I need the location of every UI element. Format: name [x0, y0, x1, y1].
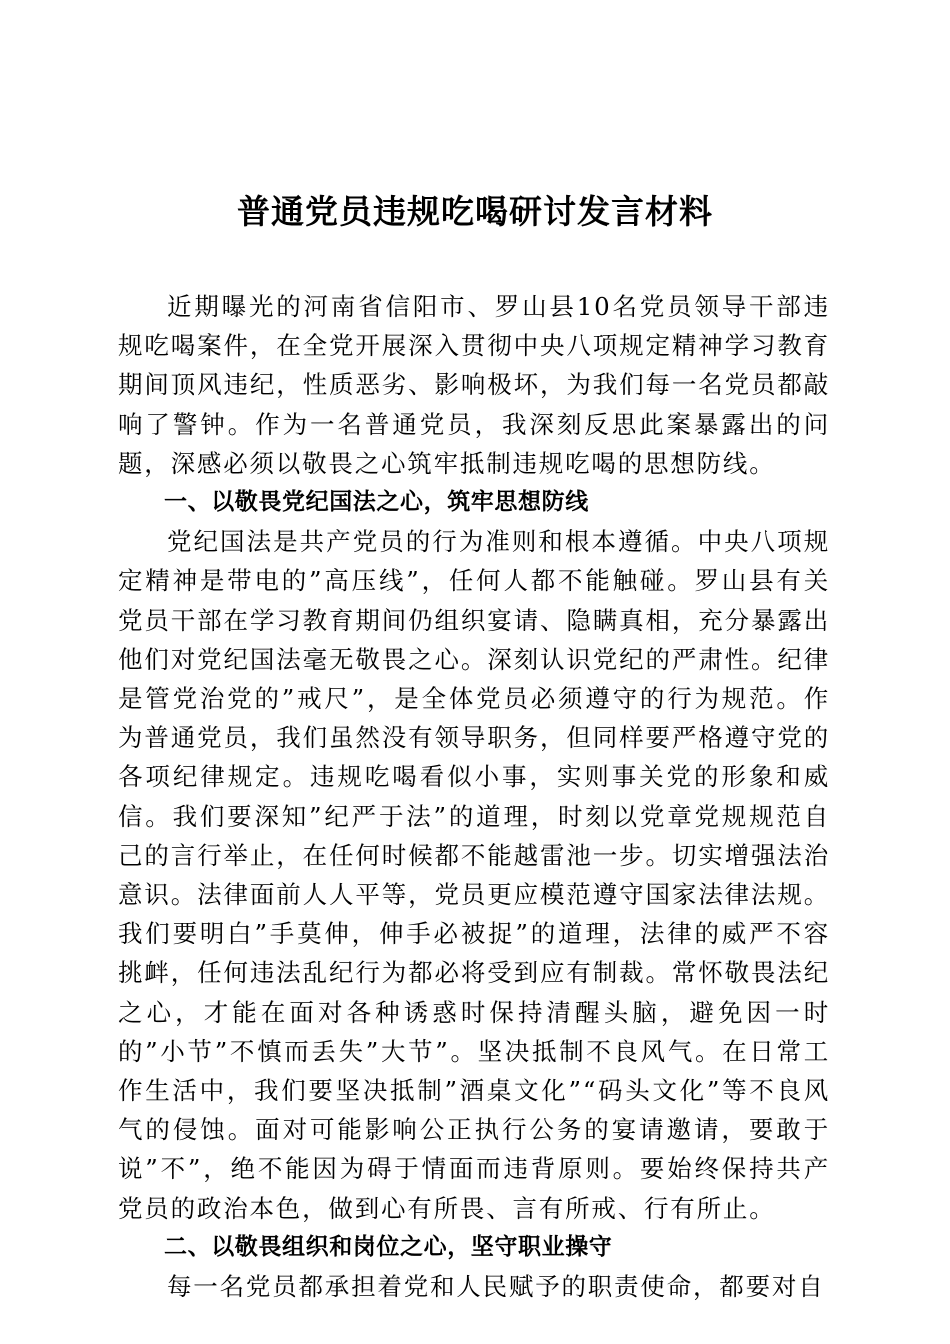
section-2-heading: 二、以敬畏组织和岗位之心，坚守职业操守: [164, 1233, 613, 1260]
section-1-paragraph: 党纪国法是共产党员的行为准则和根本遵循。中央八项规定精神是带电的”高压线”，任何人都不能触碰。罗山县有关党员干部在学习教育期间仍组织宴请、隐瞒真相，充分暴露出他们对党纪国法毫无敬畏之心。深刻认识党纪的严肃性。纪律是管党治党的”戒尺”，是全体党员必须遵守的行为规范。作为普通党员，我们虽然没有领导职务，但同样要严格遵守党的各项纪律规定。违规吃喝看似小事，实则事关党的形象和威信。我们要深知”纪严于法”的道理，时刻以党章党规规范自己的言行举止，在任何时候都不能越雷池一步。切实增强法治意识。法律面前人人平等，党员更应模范遵守国家法律法规。我们要明白”手莫伸，伸手必被捉”的道理，法律的威严不容挑衅，任何违法乱纪行为都必将受到应有制裁。常怀敬畏法纪之心，才能在面对各种诱惑时保持清醒头脑，避免因一时的”小节”不慎而丢失”大节”。坚决抵制不良风气。在日常工作生活中，我们要坚决抵制”酒桌文化”“码头文化”等不良风气的侵蚀。面对可能影响公正执行公务的宴请邀请，要敢于说”不”，绝不能因为碍于情面而违背原则。要始终保持共产党员的政治本色，做到心有所畏、言有所戒、行有所止。: [118, 527, 830, 1223]
intro-paragraph: 近期曝光的河南省信阳市、罗山县10名党员领导干部违规吃喝案件，在全党开展深入贯彻中央八项规定精神学习教育期间顶风违纪，性质恶劣、影响极坏，为我们每一名党员都敲响了警钟。作为一名普通党员，我深刻反思此案暴露出的问题，深感必须以敬畏之心筑牢抵制违规吃喝的思想防线。: [118, 292, 830, 478]
section-1-heading: 一、以敬畏党纪国法之心，筑牢思想防线: [164, 489, 589, 516]
document-title: 普通党员违规吃喝研讨发言材料: [237, 192, 713, 231]
section-2-paragraph: 每一名党员都承担着党和人民赋予的职责使命，都要对自: [167, 1272, 825, 1302]
document-body: [118, 287, 830, 1306]
